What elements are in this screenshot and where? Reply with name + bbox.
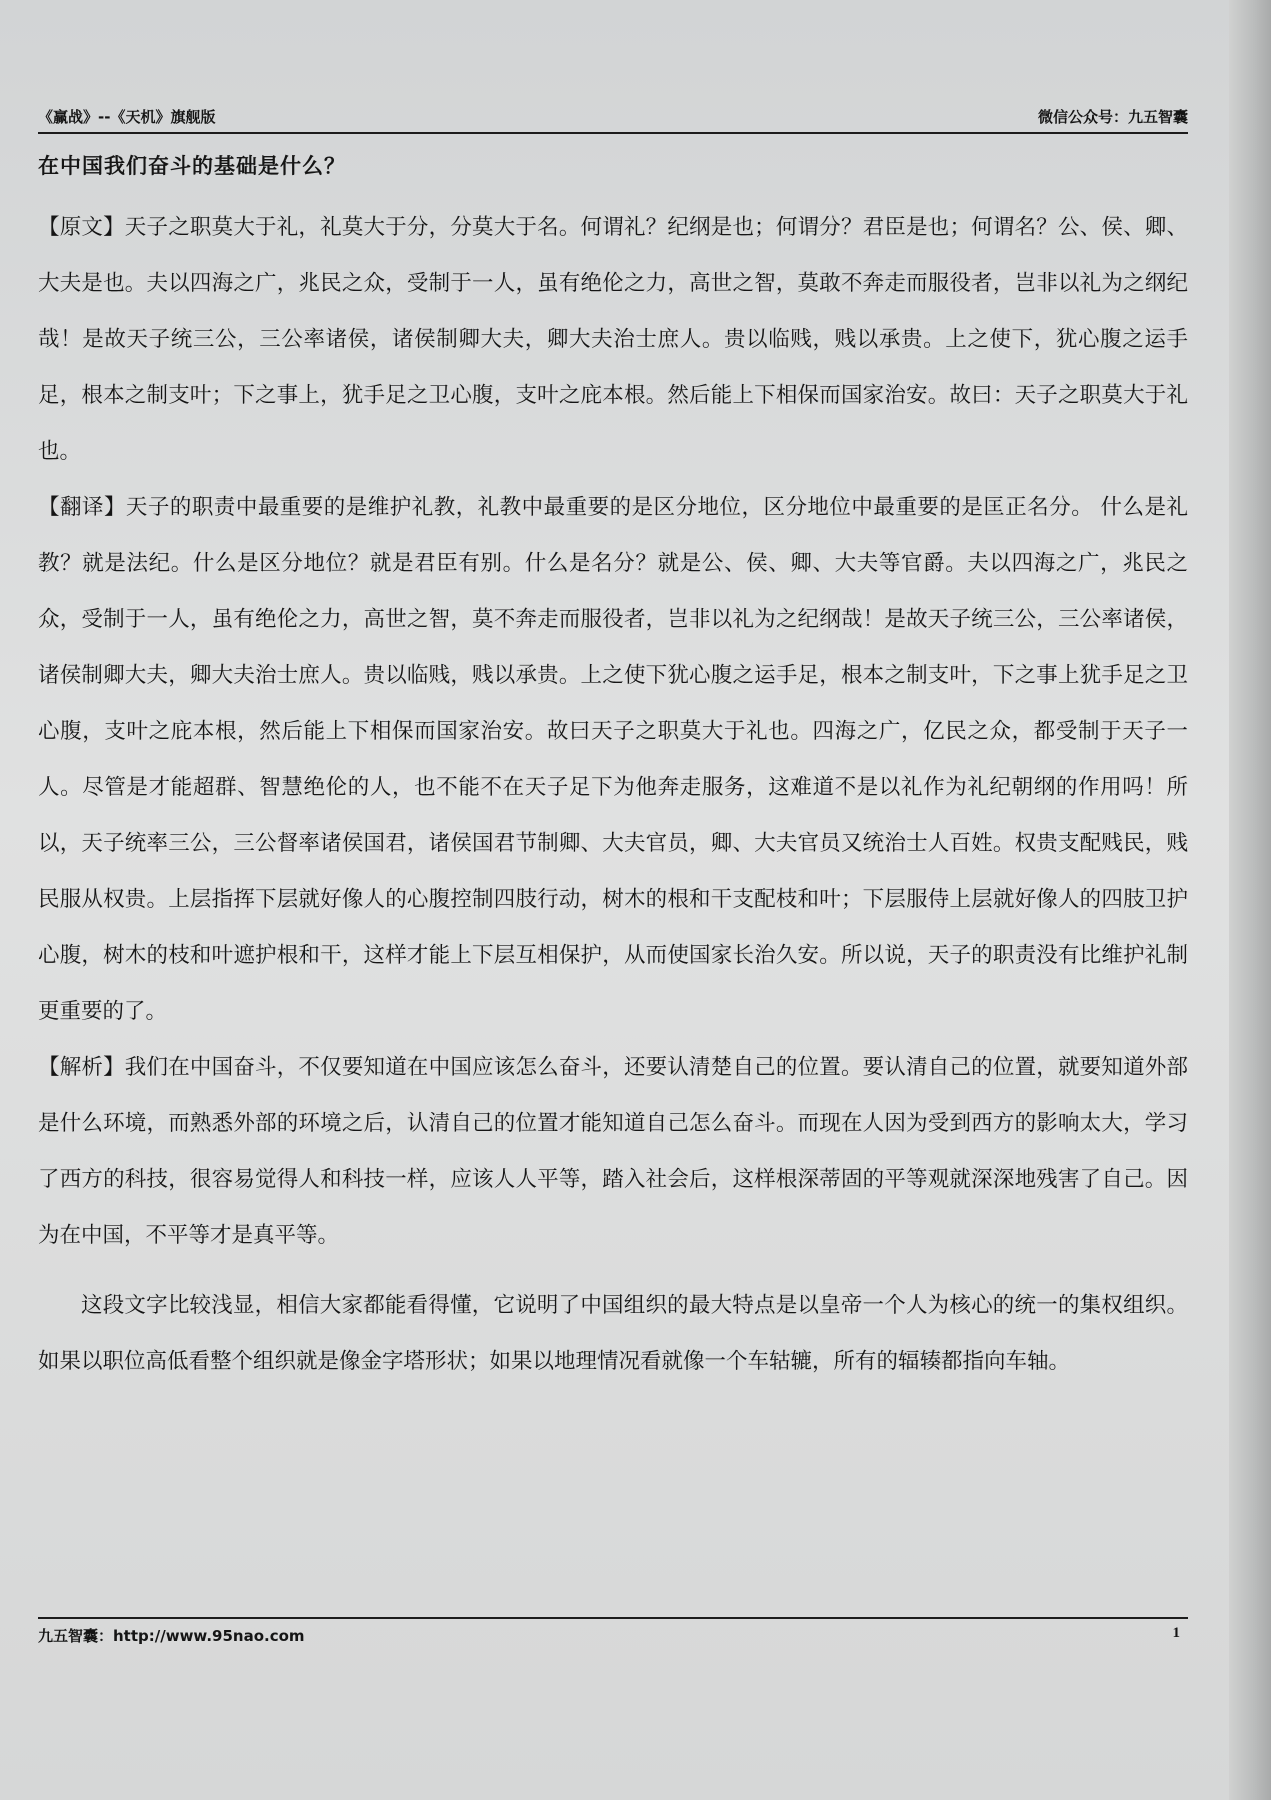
footer-website: 九五智囊：http://www.95nao.com — [38, 1627, 305, 1645]
page-edge-shadow — [1229, 0, 1271, 1800]
header-wechat-account: 微信公众号：九五智囊 — [1037, 108, 1188, 126]
body-text — [38, 200, 1188, 1390]
page-header — [38, 106, 1188, 132]
paragraph-original-text: 【原文】天子之职莫大于礼，礼莫大于分，分莫大于名。何谓礼？纪纲是也；何谓分？君臣是也；何谓名？公、侯、卿、大夫是也。夫以四海之广，兆民之众，受制于一人，虽有绝伦之力，高世之智，莫敢不奔走而服役者，岂非以礼为之纲纪哉！是故天子统三公，三公率诸侯，诸侯制卿大夫，卿大夫治士庶人。贵以临贱，贱以承贵。上之使下，犹心腹之运手足，根本之制支叶；下之事上，犹手足之卫心腹，支叶之庇本根。然后能上下相保而国家治安。故曰：天子之职莫大于礼也。 — [38, 215, 1188, 464]
section-title: 在中国我们奋斗的基础是什么？ — [38, 154, 346, 178]
page-number: 1 — [1172, 1625, 1180, 1641]
footer-rule — [38, 1617, 1188, 1619]
header-book-title: 《赢战》--《天机》旗舰版 — [38, 108, 216, 126]
paragraph-analysis: 【解析】我们在中国奋斗，不仅要知道在中国应该怎么奋斗，还要认清楚自己的位置。要认清自己的位置，就要知道外部是什么环境，而熟悉外部的环境之后，认清自己的位置才能知道自己怎么奋斗。而现在人因为受到西方的影响太大，学习了西方的科技，很容易觉得人和科技一样，应该人人平等，踏入社会后，这样根深蒂固的平等观就深深地残害了自己。因为在中国，不平等才是真平等。 — [38, 1055, 1188, 1248]
paragraph-commentary: 这段文字比较浅显，相信大家都能看得懂，它说明了中国组织的最大特点是以皇帝一个人为核心的统一的集权组织。如果以职位高低看整个组织就是像金字塔形状；如果以地理情况看就像一个车轱辘，所有的辐辏都指向车轴。 — [38, 1293, 1188, 1374]
header-rule — [38, 132, 1188, 134]
paragraph-translation: 【翻译】天子的职责中最重要的是维护礼教，礼教中最重要的是区分地位，区分地位中最重要的是匡正名分。 什么是礼教？就是法纪。什么是区分地位？就是君臣有别。什么是名分？就是公、侯、卿、大夫等官爵。夫以四海之广，兆民之众，受制于一人，虽有绝伦之力，高世之智，莫不奔走而服役者，岂非以礼为之纪纲哉！是故天子统三公，三公率诸侯，诸侯制卿大夫，卿大夫治士庶人。贵以临贱，贱以承贵。上之使下犹心腹之运手足，根本之制支叶，下之事上犹手足之卫心腹，支叶之庇本根，然后能上下相保而国家治安。故曰天子之职莫大于礼也。四海之广，亿民之众，都受制于天子一人。尽管是才能超群、智慧绝伦的人，也不能不在天子足下为他奔走服务，这难道不是以礼作为礼纪朝纲的作用吗！所以，天子统率三公，三公督率诸侯国君，诸侯国君节制卿、大夫官员，卿、大夫官员又统治士人百姓。权贵支配贱民，贱民服从权贵。上层指挥下层就好像人的心腹控制四肢行动，树木的根和干支配枝和叶；下层服侍上层就好像人的四肢卫护心腹，树木的枝和叶遮护根和干，这样才能上下层互相保护，从而使国家长治久安。所以说，天子的职责没有比维护礼制更重要的了。 — [38, 495, 1188, 1024]
